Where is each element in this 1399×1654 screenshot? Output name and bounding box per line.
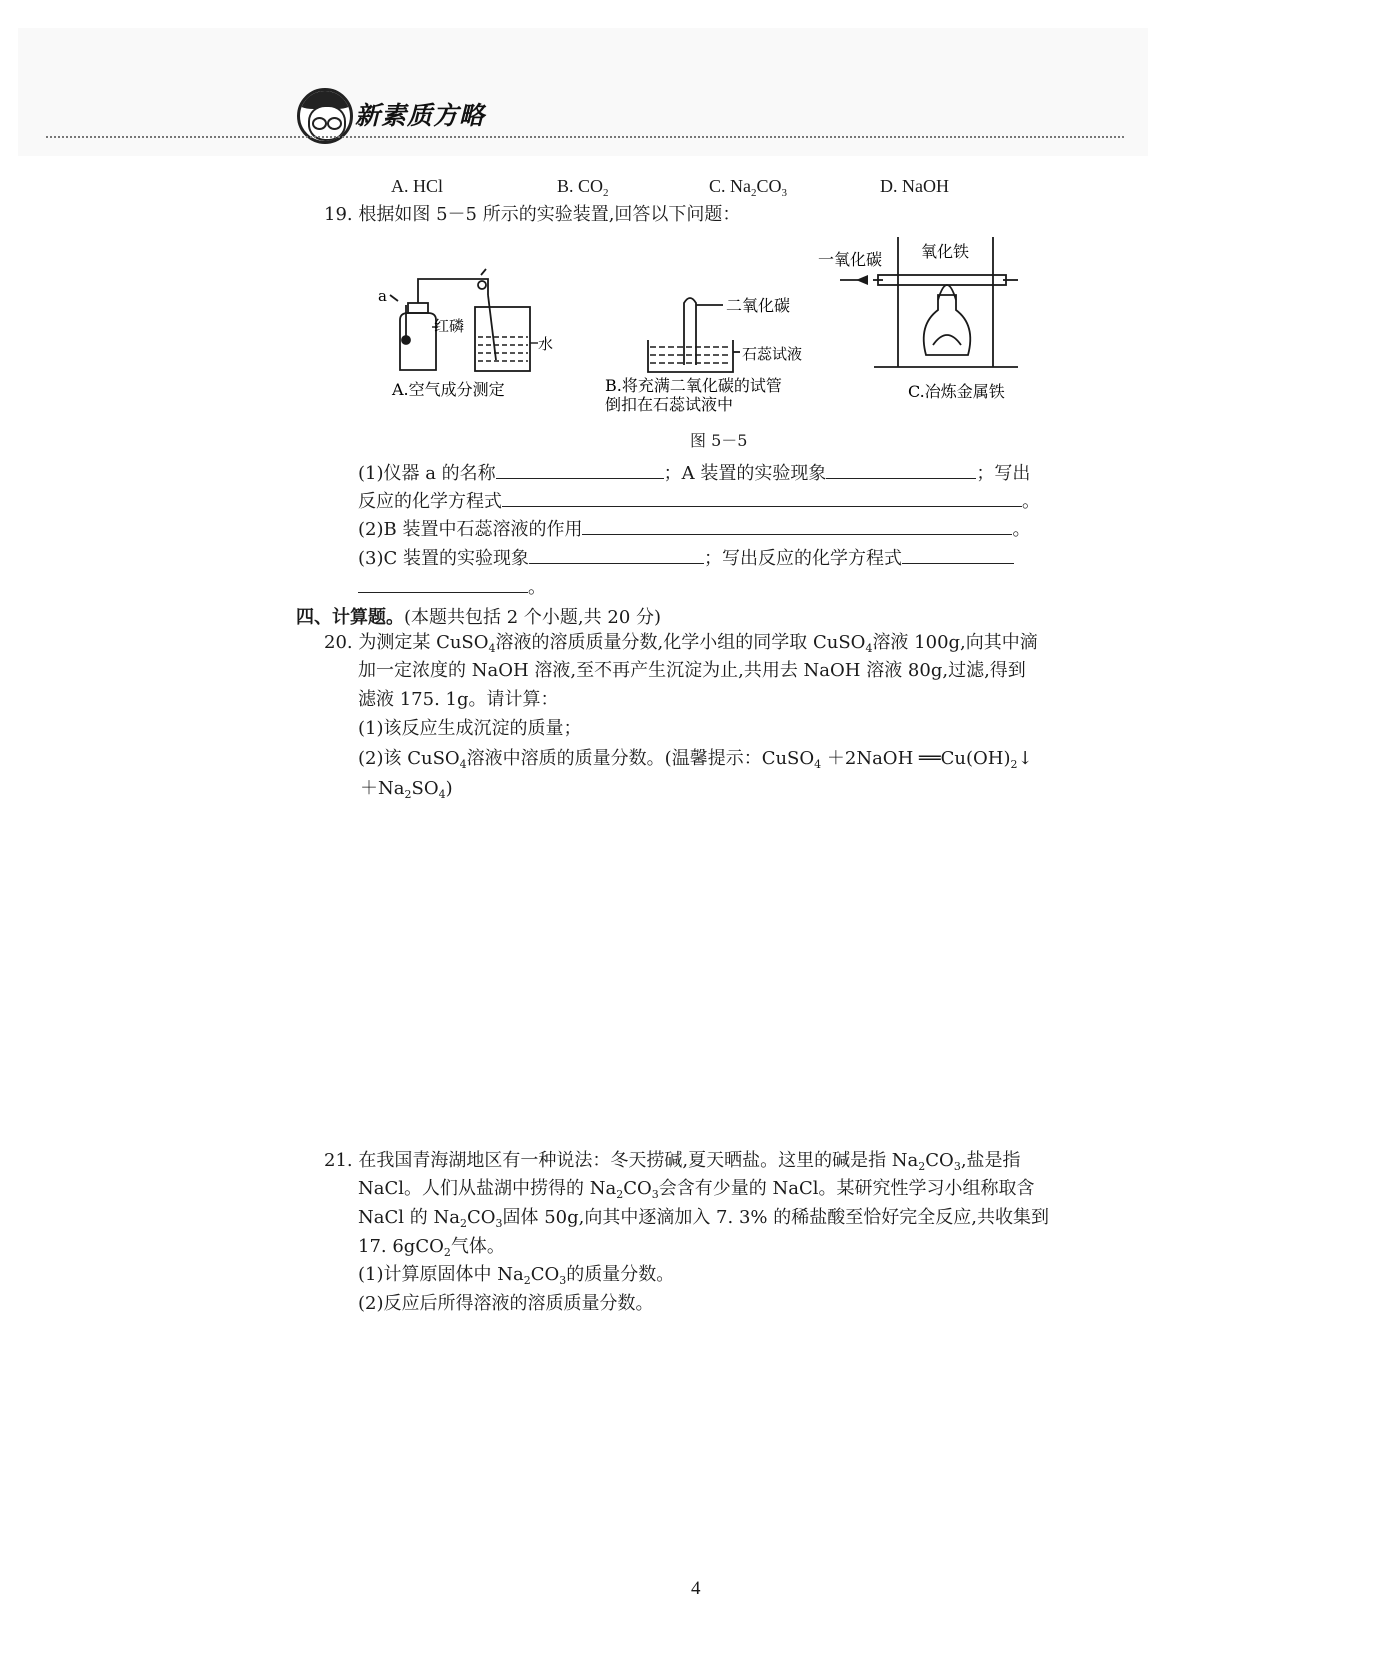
header-divider [46,136,1124,138]
q20-line3: 滤液 175. 1g。请计算： [358,689,559,710]
option-b: B. $CO_2$ [557,176,609,199]
label-a: a [378,287,387,305]
q21-line1: 21. 在我国青海湖地区有一种说法：冬天捞碱,夏天晒盐。这里的碱是指 $Na_2CO_3$,盐是指 [324,1150,1021,1173]
label-litmus: 石蕊试液 [742,345,803,363]
label-co2: 二氧化碳 [726,296,791,315]
brand-title: 新素质方略 [355,101,486,130]
q19-part3-line2: 。 [358,576,546,599]
caption-c: C.冶炼金属铁 [908,382,1005,401]
q21-part2: (2)反应后所得溶液的溶质质量分数。 [358,1293,654,1314]
q20-part2: (2)该 CuSO$_4$溶液中溶质的质量分数。(温馨提示：CuSO$_4$ ＋2NaOH $══Cu(OH)_2↓$ [358,748,1033,771]
option-a: A. HCl [391,176,444,196]
option-c: C. $Na_2CO_3$ [709,176,788,199]
label-water: 水 [538,335,554,353]
q21-line3: NaCl 的 $Na_2CO_3$固体 50g,向其中逐滴加入 7. 3% 的稀盐酸至恰好完全反应,共收集到 [358,1207,1049,1230]
q21-line2: NaCl。人们从盐湖中捞得的 $Na_2CO_3$会含有少量的 NaCl。某研究性学习小组称取含 [358,1178,1035,1201]
section-four-heading: 四、计算题。(本题共包括 2 个小题,共 20 分) [296,607,662,628]
label-red-phosphorus: 红磷 [434,317,465,335]
experiment-figure [378,235,1046,413]
page-number: 4 [691,1578,701,1599]
q20-line2: 加一定浓度的 NaOH 溶液,至不再产生沉淀为止,共用去 NaOH 溶液 80g,过滤,得到 [358,660,1026,681]
label-co: 一氧化碳 [818,250,883,269]
figure-caption: 图 5－5 [690,431,748,450]
q19-part3-line1: (3)C 装置的实验现象 ；写出反应的化学方程式 [358,547,1014,570]
q21-line4: 17. 6gCO$_2$气体。 [358,1236,505,1259]
q19-part1-line2: 反应的化学方程式 。 [358,491,1040,512]
caption-b-line1: B.将充满二氧化碳的试管 [605,376,782,395]
q20-part2-cont: $+Na_2SO_4$) [360,778,453,801]
option-d: D. NaOH [880,176,949,196]
caption-a: A.空气成分测定 [392,380,505,399]
q19-part2: (2)B 装置中石蕊溶液的作用 。 [358,519,1031,540]
q20-part1: (1)该反应生成沉淀的质量； [358,718,582,739]
q21-part1: (1)计算原固体中 $Na_2CO_3$的质量分数。 [358,1264,675,1287]
q19-stem: 19. 根据如图 5－5 所示的实验装置,回答以下问题： [324,204,741,225]
q19-part1-line1: (1)仪器 a 的名称 ；A 装置的实验现象 ；写出 [358,463,1031,484]
q20-line1: 20. 为测定某 CuSO$_4$溶液的溶质质量分数,化学小组的同学取 CuSO$_4$溶液 100g,向其中滴 [324,632,1038,655]
caption-b-line2: 倒扣在石蕊试液中 [605,395,734,413]
label-iron-oxide: 氧化铁 [921,242,970,261]
